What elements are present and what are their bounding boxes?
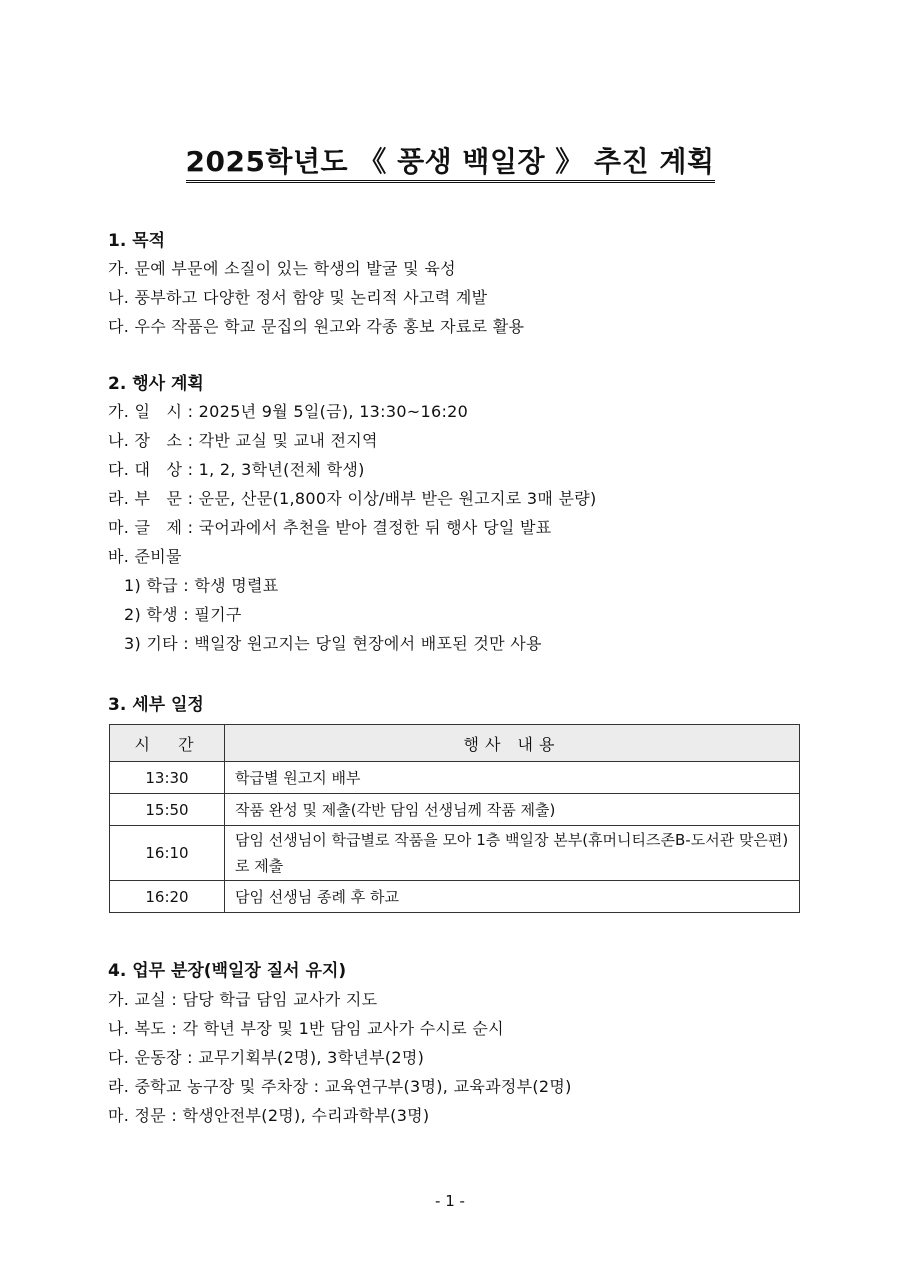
section-heading-event-plan: 2. 행사 계획 — [108, 374, 204, 394]
plan-item: 다. 대 상 : 1, 2, 3학년(전체 학생) — [108, 460, 365, 479]
schedule-table — [109, 724, 800, 913]
plan-item: 라. 부 문 : 운문, 산문(1,800자 이상/배부 받은 원고지로 3매 분량) — [108, 489, 597, 508]
col-header-time: 시 간 — [110, 725, 225, 762]
section-heading-duties: 4. 업무 분장(백일장 질서 유지) — [108, 961, 347, 981]
duty-item: 라. 중학교 농구장 및 주차장 : 교육연구부(3명), 교육과정부(2명) — [108, 1077, 572, 1096]
supplies-item: 1) 학급 : 학생 명렬표 — [124, 576, 279, 595]
duty-item: 마. 정문 : 학생안전부(2명), 수리과학부(3명) — [108, 1106, 430, 1125]
purpose-item: 가. 문예 부문에 소질이 있는 학생의 발굴 및 육성 — [108, 259, 456, 278]
purpose-item: 다. 우수 작품은 학교 문집의 원고와 각종 홍보 자료로 활용 — [108, 317, 525, 336]
table-row — [110, 826, 800, 881]
supplies-item: 2) 학생 : 필기구 — [124, 605, 242, 624]
table-row — [110, 762, 800, 794]
row-content: 학급별 원고지 배부 — [225, 762, 800, 794]
col-header-content: 행사 내용 — [225, 725, 800, 762]
plan-item: 나. 장 소 : 각반 교실 및 교내 전지역 — [108, 431, 378, 450]
duty-item: 나. 복도 : 각 학년 부장 및 1반 담임 교사가 수시로 순시 — [108, 1019, 504, 1038]
row-time: 16:20 — [110, 881, 225, 913]
section-heading-schedule: 3. 세부 일정 — [108, 695, 204, 715]
row-content: 담임 선생님 종례 후 하교 — [225, 881, 800, 913]
table-row — [110, 794, 800, 826]
section-heading-purpose: 1. 목적 — [108, 231, 166, 251]
row-time: 15:50 — [110, 794, 225, 826]
row-time: 16:10 — [110, 826, 225, 881]
table-row — [110, 881, 800, 913]
plan-item: 가. 일 시 : 2025년 9월 5일(금), 13:30~16:20 — [108, 402, 469, 421]
document-title-text: 2025학년도 《 풍생 백일장 》 추진 계획 — [186, 145, 715, 183]
duty-item: 가. 교실 : 담당 학급 담임 교사가 지도 — [108, 990, 378, 1009]
row-content: 담임 선생님이 학급별로 작품을 모아 1층 백일장 본부(휴머니티즈존B-도서관 맞은편)로 제출 — [225, 826, 800, 881]
plan-item: 바. 준비물 — [108, 547, 182, 566]
supplies-item: 3) 기타 : 백일장 원고지는 당일 현장에서 배포된 것만 사용 — [124, 634, 542, 653]
document-title — [0, 140, 900, 180]
purpose-item: 나. 풍부하고 다양한 정서 함양 및 논리적 사고력 계발 — [108, 288, 488, 307]
row-time: 13:30 — [110, 762, 225, 794]
row-content: 작품 완성 및 제출(각반 담임 선생님께 작품 제출) — [225, 794, 800, 826]
page-number: - 1 - — [435, 1192, 465, 1210]
plan-item: 마. 글 제 : 국어과에서 추천을 받아 결정한 뒤 행사 당일 발표 — [108, 518, 552, 537]
duty-item: 다. 운동장 : 교무기획부(2명), 3학년부(2명) — [108, 1048, 425, 1067]
table-header-row — [110, 725, 800, 762]
